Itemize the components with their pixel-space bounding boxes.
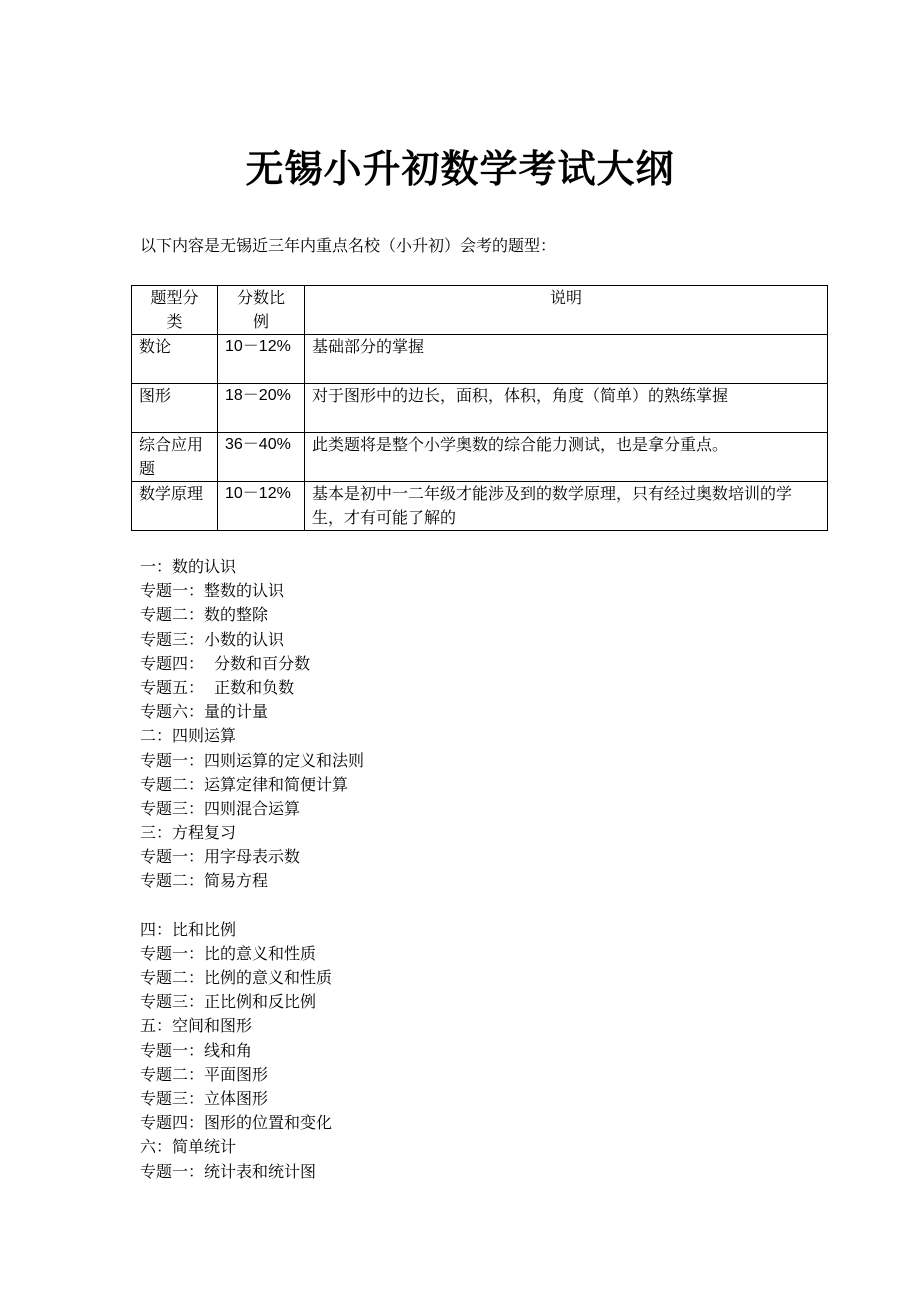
row-type: 数论: [132, 335, 218, 384]
section-heading: 三：方程复习: [140, 823, 237, 843]
topic-item: 专题二：运算定律和简便计算: [140, 774, 349, 794]
row-description: 基本是初中一二年级才能涉及到的数学原理，只有经过奥数培训的学生，才有可能了解的: [305, 482, 828, 531]
section-heading: 二：四则运算: [140, 726, 237, 746]
row-ratio: 18－20%: [218, 384, 305, 433]
blank-line: [140, 894, 364, 918]
section-heading: 四：比和比例: [140, 919, 237, 939]
topic-list: [140, 555, 364, 1184]
header-type: 题型分类: [132, 286, 218, 335]
row-ratio: 10－12%: [218, 335, 305, 384]
topic-item: 专题四： 分数和百分数: [140, 653, 311, 673]
topic-item: 专题六：量的计量: [140, 702, 269, 722]
topic-item: 专题一：四则运算的定义和法则: [140, 750, 365, 770]
row-description: 对于图形中的边长，面积，体积，角度（简单）的熟练掌握: [305, 384, 828, 433]
table-row: [132, 482, 828, 531]
table-row: [132, 433, 828, 482]
section-heading: 五：空间和图形: [140, 1016, 253, 1036]
topic-item: 专题三：四则混合运算: [140, 798, 301, 818]
row-type: 图形: [132, 384, 218, 433]
topic-item: 专题二：比例的意义和性质: [140, 968, 333, 987]
topic-item: 专题一：比的意义和性质: [140, 943, 317, 963]
exam-outline-table: [131, 285, 828, 531]
table-row: [132, 335, 828, 384]
header-description: 说明: [305, 286, 828, 335]
row-description: 此类题将是整个小学奥数的综合能力测试，也是拿分重点。: [305, 433, 828, 482]
topic-item: 专题三：正比例和反比例: [140, 992, 317, 1012]
section-heading: 六：简单统计: [140, 1137, 237, 1157]
row-ratio: 36－40%: [218, 433, 305, 482]
topic-item: 专题二：简易方程: [140, 871, 269, 891]
topic-item: 专题二：平面图形: [140, 1064, 269, 1084]
topic-item: 专题一：线和角: [140, 1040, 253, 1060]
topic-item: 专题一：统计表和统计图: [140, 1161, 317, 1181]
table-header-row: [132, 286, 828, 335]
row-type: 数学原理: [132, 482, 218, 531]
topic-item: 专题四：图形的位置和变化: [140, 1113, 333, 1133]
intro-text: 以下内容是无锡近三年内重点名校（小升初）会考的题型：: [140, 236, 557, 255]
row-type: 综合应用题: [132, 433, 218, 482]
table-row: [132, 384, 828, 433]
section-heading: 一：数的认识: [140, 557, 237, 576]
topic-item: 专题一：用字母表示数: [140, 847, 301, 867]
topic-item: 专题二：数的整除: [140, 605, 269, 625]
document-title: 无锡小升初数学考试大纲: [245, 147, 675, 191]
row-description: 基础部分的掌握: [305, 335, 828, 384]
topic-item: 专题五： 正数和负数: [140, 677, 295, 697]
topic-item: 专题三：小数的认识: [140, 629, 285, 649]
row-ratio: 10－12%: [218, 482, 305, 531]
topic-item: 专题三：立体图形: [140, 1088, 269, 1108]
header-ratio: 分数比例: [218, 286, 305, 335]
topic-item: 专题一：整数的认识: [140, 581, 285, 601]
